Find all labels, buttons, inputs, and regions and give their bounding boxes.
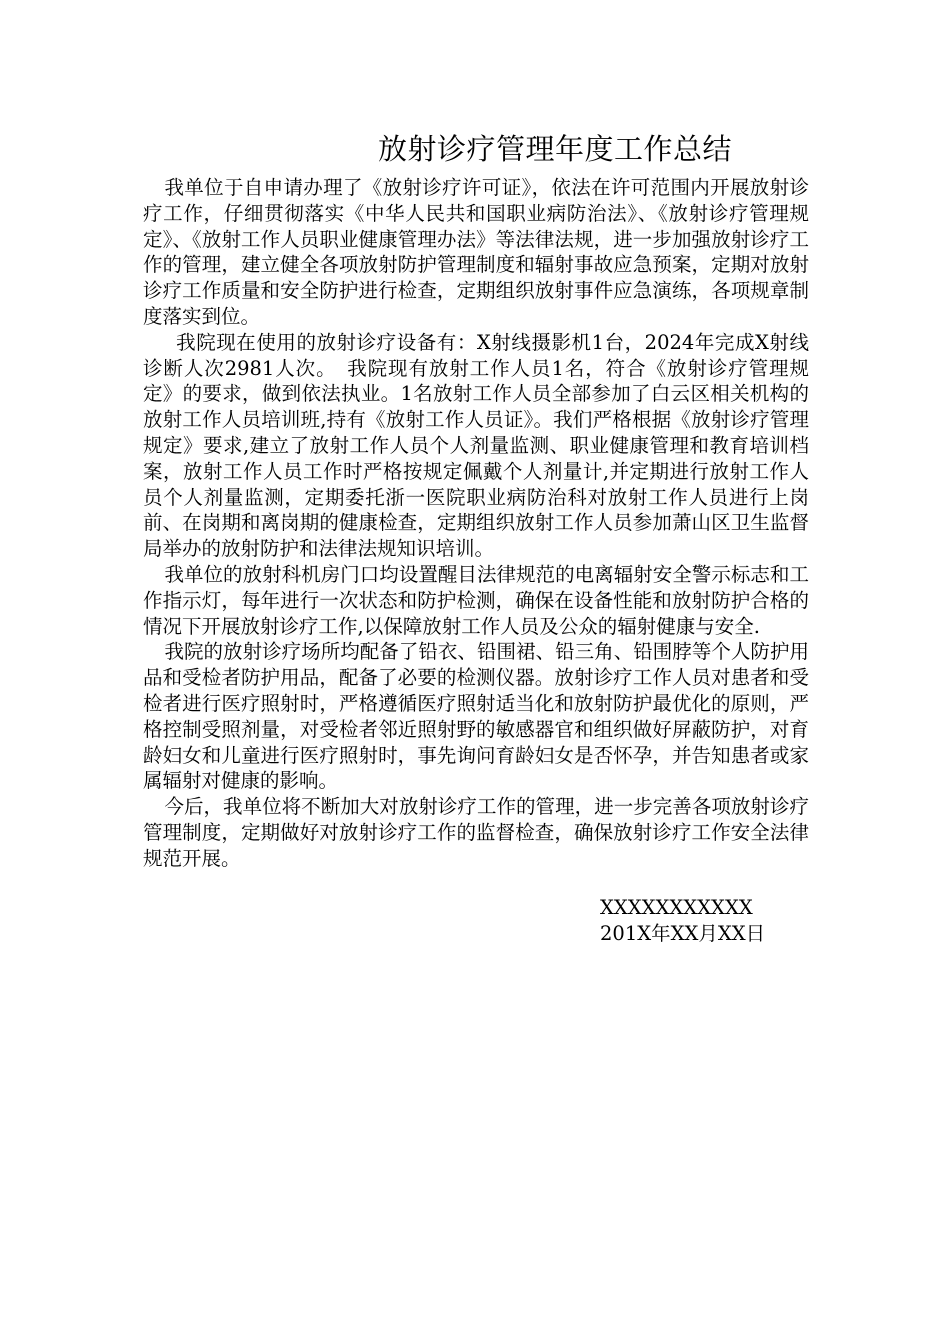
document-body [143, 175, 809, 872]
signature-organization: XXXXXXXXXXX [600, 896, 753, 919]
signature-block [600, 895, 765, 947]
paragraph-future-plans: 今后，我单位将不断加大对放射诊疗工作的管理，进一步完善各项放射诊疗管理制度，定期做好对放射诊疗工作的监督检查，确保放射诊疗工作安全法律规范开展。 [143, 795, 809, 870]
paragraph-equipment-staff: 我院现在使用的放射诊疗设备有：X射线摄影机1台，2024年完成X射线诊断人次2981人次。 我院现有放射工作人员1名，符合《放射诊疗管理规定》的要求，做到依法执业。1名放射工作人员全部参加了白云区相关机构的放射工作人员培训班,持有《放射工作人员证》。我们严格根据《放射诊疗管理规定》要求,建立了放射工作人员个人剂量监测、职业健康管理和教育培训档案，放射工作人员工作时严格按规定佩戴个人剂量计,并定期进行放射工作人员个人剂量监测，定期委托浙一医院职业病防治科对放射工作人员进行上岗前、在岗期和离岗期的健康检查，定期组织放射工作人员参加萧山区卫生监督局举办的放射防护和法律法规知识培训。 [143, 330, 809, 561]
document-title: 放射诊疗管理年度工作总结 [378, 132, 733, 166]
paragraph-warning-signs: 我单位的放射科机房门口均设置醒目法律规范的电离辐射安全警示标志和工作指示灯，每年进行一次状态和防护检测，确保在设备性能和放射防护合格的情况下开展放射诊疗工作,以保障放射工作人员及公众的辐射健康与安全. [143, 562, 809, 638]
paragraph-intro: 我单位于自申请办理了《放射诊疗许可证》，依法在许可范围内开展放射诊疗工作，仔细贯彻落实《中华人民共和国职业病防治法》、《放射诊疗管理规定》、《放射工作人员职业健康管理办法》等法律法规，进一步加强放射诊疗工作的管理，建立健全各项放射防护管理制度和辐射事故应急预案，定期对放射诊疗工作质量和安全防护进行检查，定期组织放射事件应急演练，各项规章制度落实到位。 [143, 176, 809, 328]
paragraph-protective-equipment: 我院的放射诊疗场所均配备了铅衣、铅围裙、铅三角、铅围脖等个人防护用品和受检者防护用品，配备了必要的检测仪器。放射诊疗工作人员对患者和受检者进行医疗照射时，严格遵循医疗照射适当化和放射防护最优化的原则，严格控制受照剂量，对受检者邻近照射野的敏感器官和组织做好屏蔽防护，对育龄妇女和儿童进行医疗照射时，事先询问育龄妇女是否怀孕，并告知患者或家属辐射对健康的影响。 [143, 640, 809, 793]
signature-date: 201X年XX月XX日 [600, 922, 766, 945]
